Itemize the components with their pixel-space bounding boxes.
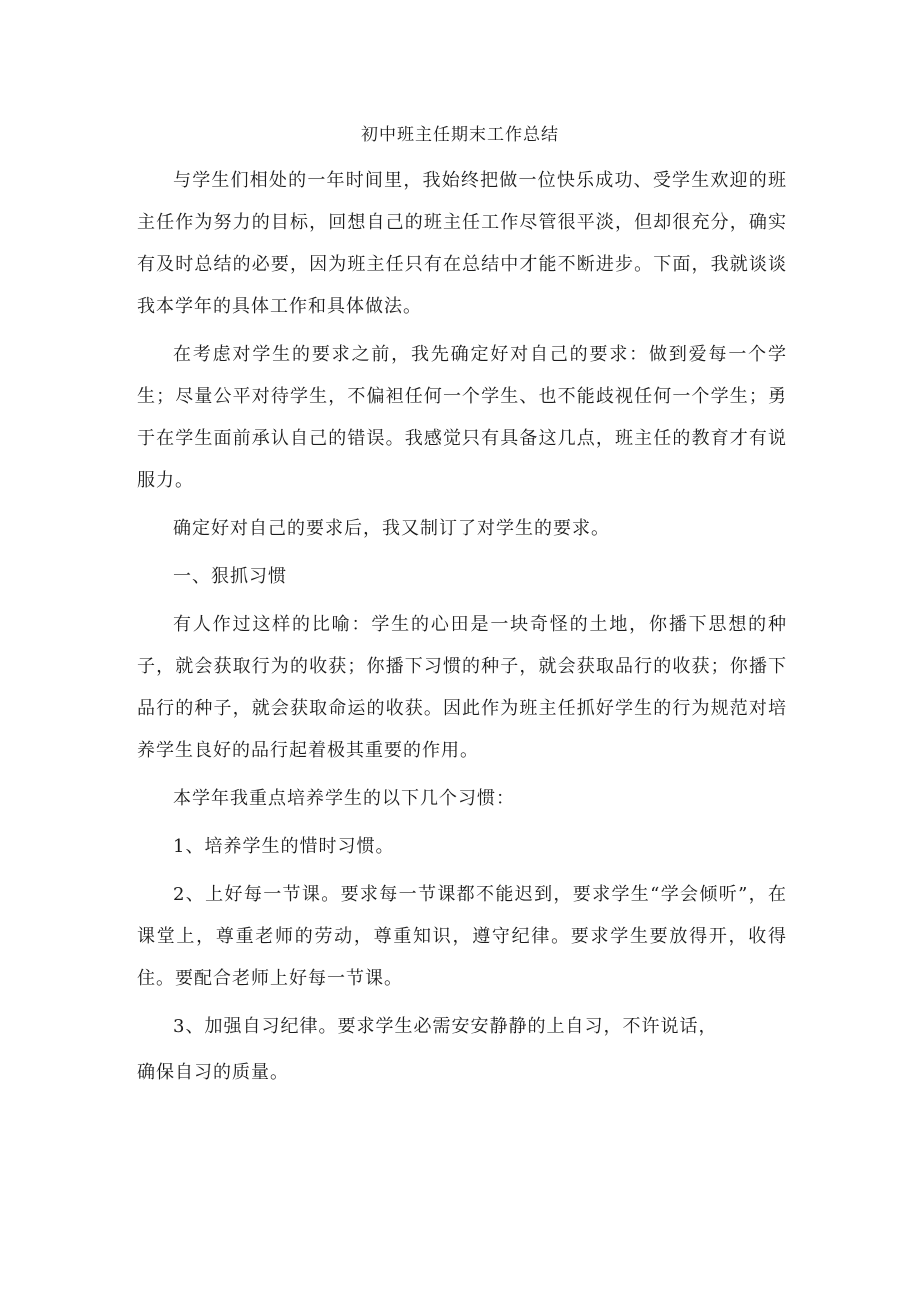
list-item: 1、培养学生的惜时习惯。 [173, 836, 395, 857]
paragraph: 有人作过这样的比喻：学生的心田是一块奇怪的土地，你播下思想的种子，就会获取行为的收获；你播下习惯的种子，就会获取品行的收获；你播下品行的种子，就会获取命运的收获。因此作为班主任抓好学生的行为规范对培养学生良好的品行起着极其重要的作用。 [137, 614, 787, 761]
section-heading: 一、狠抓习惯 [173, 566, 287, 587]
paragraph: 与学生们相处的一年时间里，我始终把做一位快乐成功、受学生欢迎的班主任作为努力的目标，回想自己的班主任工作尽管很平淡，但却很充分，确实有及时总结的必要，因为班主任只有在总结中才能不断进步。下面，我就谈谈我本学年的具体工作和具体做法。 [137, 170, 787, 317]
document-title: 初中班主任期末工作总结 [361, 125, 559, 145]
paragraph: 确定好对自己的要求后，我又制订了对学生的要求。 [173, 518, 610, 539]
paragraph: 在考虑对学生的要求之前，我先确定好对自己的要求：做到爱每一个学生；尽量公平对待学生，不偏袒任何一个学生、也不能歧视任何一个学生；勇于在学生面前承认自己的错误。我感觉只有具备这几点，班主任的教育才有说服力。 [137, 344, 787, 491]
list-item: 2、上好每一节课。要求每一节课都不能迟到，要求学生“学会倾听”，在课堂上，尊重老师的劳动，尊重知识，遵守纪律。要求学生要放得开，收得住。要配合老师上好每一节课。 [137, 884, 787, 989]
document-body [137, 160, 787, 1100]
paragraph: 本学年我重点培养学生的以下几个习惯： [173, 788, 515, 809]
paragraph-continuation: 确保自习的质量。 [137, 1062, 289, 1083]
list-item: 3、加强自习纪律。要求学生必需安安静静的上自习，不许说话， [173, 1016, 718, 1037]
